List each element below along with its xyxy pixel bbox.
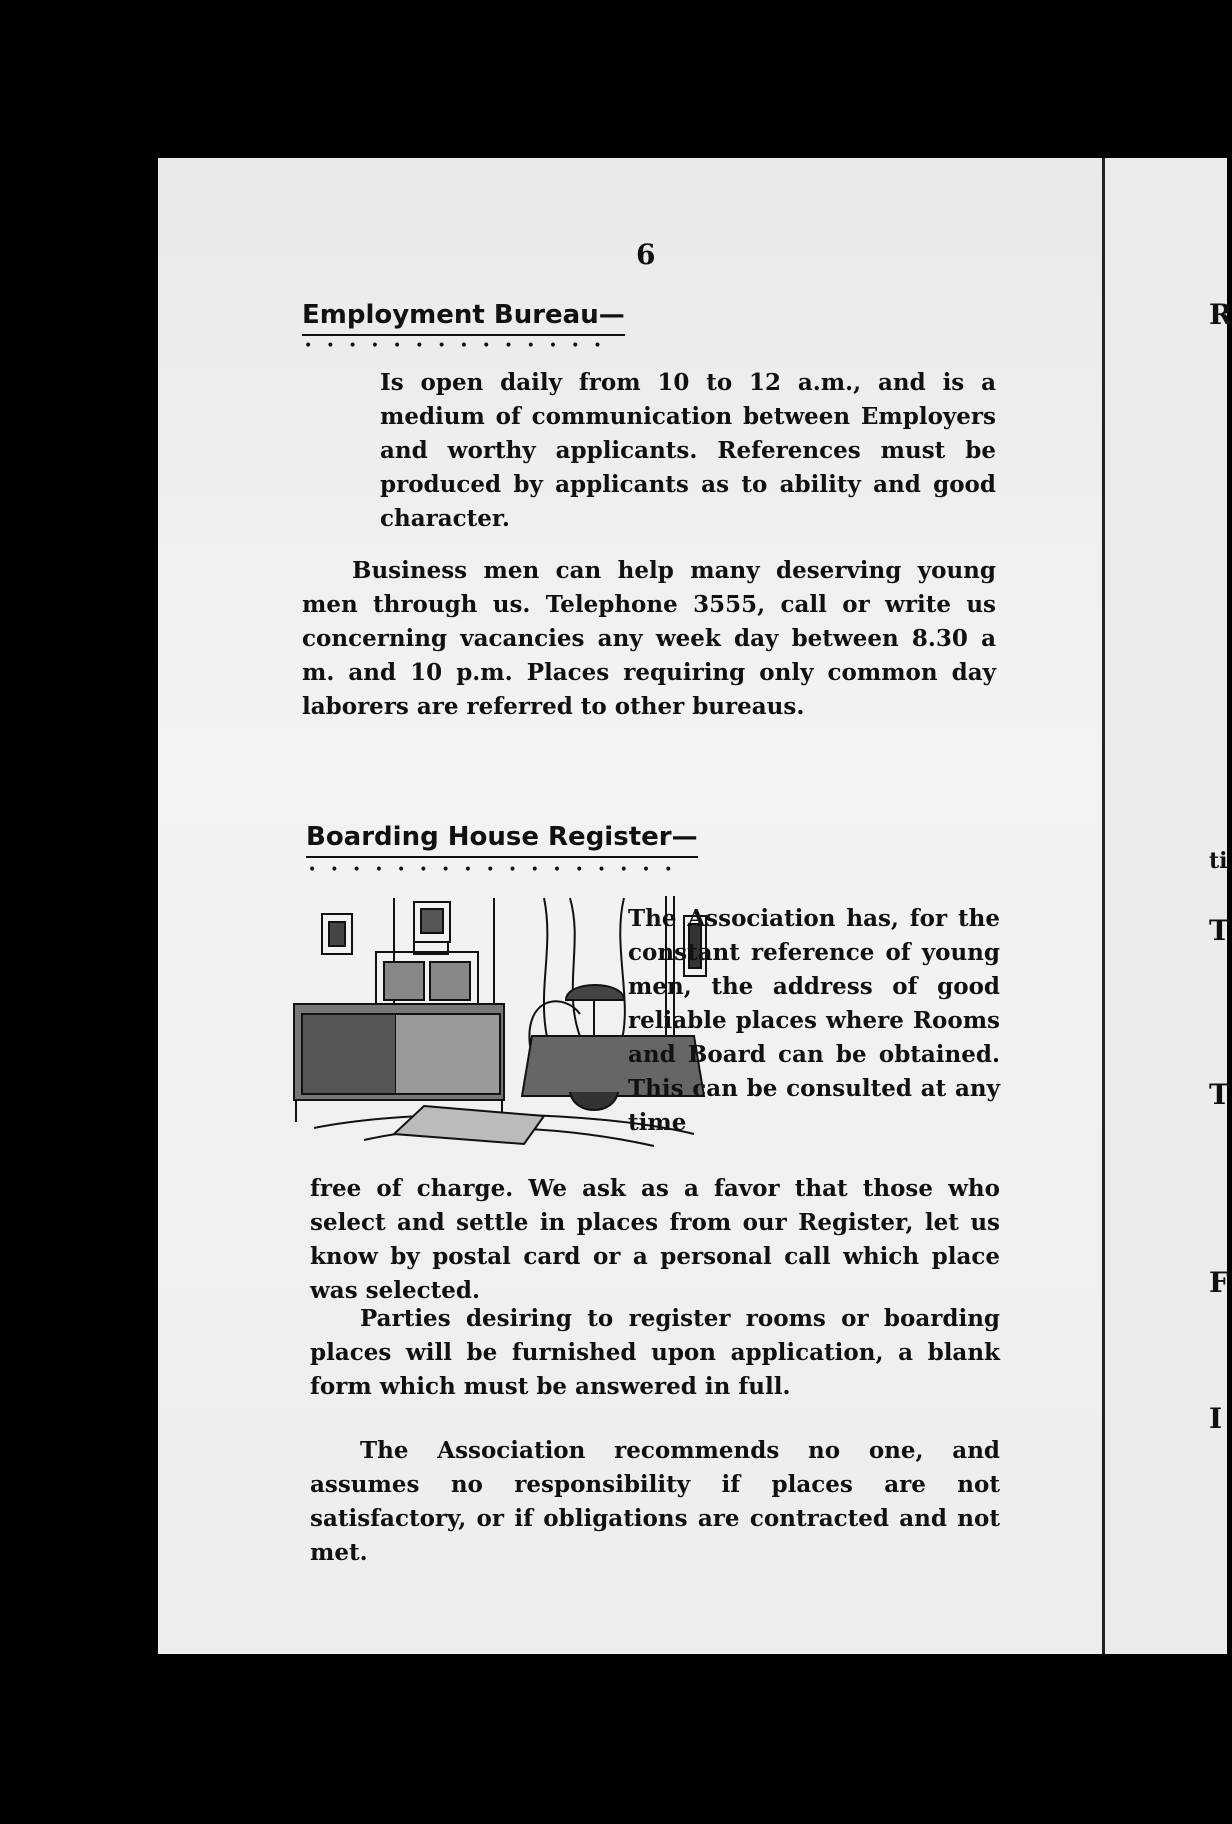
document-page: [158, 158, 1102, 1654]
heading-dotted-rule: •••••••••••••••••: [308, 862, 687, 878]
adjacent-page-fragment: T: [1209, 914, 1230, 947]
employment-paragraph-1: Is open daily from 10 to 12 a.m., and is a medium of communication between Employers and worthy applicants. References must be produced by applicants as to ability and good character.: [380, 369, 996, 532]
page-number: 6: [636, 238, 656, 271]
adjacent-page-fragment: I: [1209, 1402, 1223, 1435]
heading-dotted-rule: ••••••••••••••: [304, 338, 616, 354]
adjacent-page-fragment: R: [1209, 298, 1232, 331]
boarding-house-register-heading: Boarding House Register—: [306, 822, 698, 858]
boarding-paragraph-1-side: The Association has, for the constant reference of young men, the address of good reliable places where Rooms and Board can be obtained. This can be consulted at any time: [628, 905, 1000, 1136]
adjacent-page-fragment: F: [1209, 1266, 1229, 1299]
employment-bureau-heading: Employment Bureau—: [302, 300, 625, 336]
adjacent-page-fragment: T: [1209, 1078, 1230, 1111]
adjacent-page-edge: [1102, 158, 1232, 1654]
adjacent-page-fragment: ti: [1209, 848, 1228, 874]
boarding-paragraph-2: Parties desiring to register rooms or boarding places will be furnished upon application, a blank form which must be answered in full.: [310, 1305, 1000, 1400]
boarding-paragraph-1-continued: free of charge. We ask as a favor that those who select and settle in places from our Register, let us know by postal card or a personal call which place was selected.: [310, 1175, 1000, 1304]
employment-paragraph-2: Business men can help many deserving young men through us. Telephone 3555, call or write us concerning vacancies any week day between 8.30 a m. and 10 p.m. Places requiring only common day laborers are referred to other bureaus.: [302, 557, 996, 720]
boarding-paragraph-3: The Association recommends no one, and assumes no responsibility if places are not satisfactory, or if obligations are contracted and not met.: [310, 1437, 1000, 1566]
